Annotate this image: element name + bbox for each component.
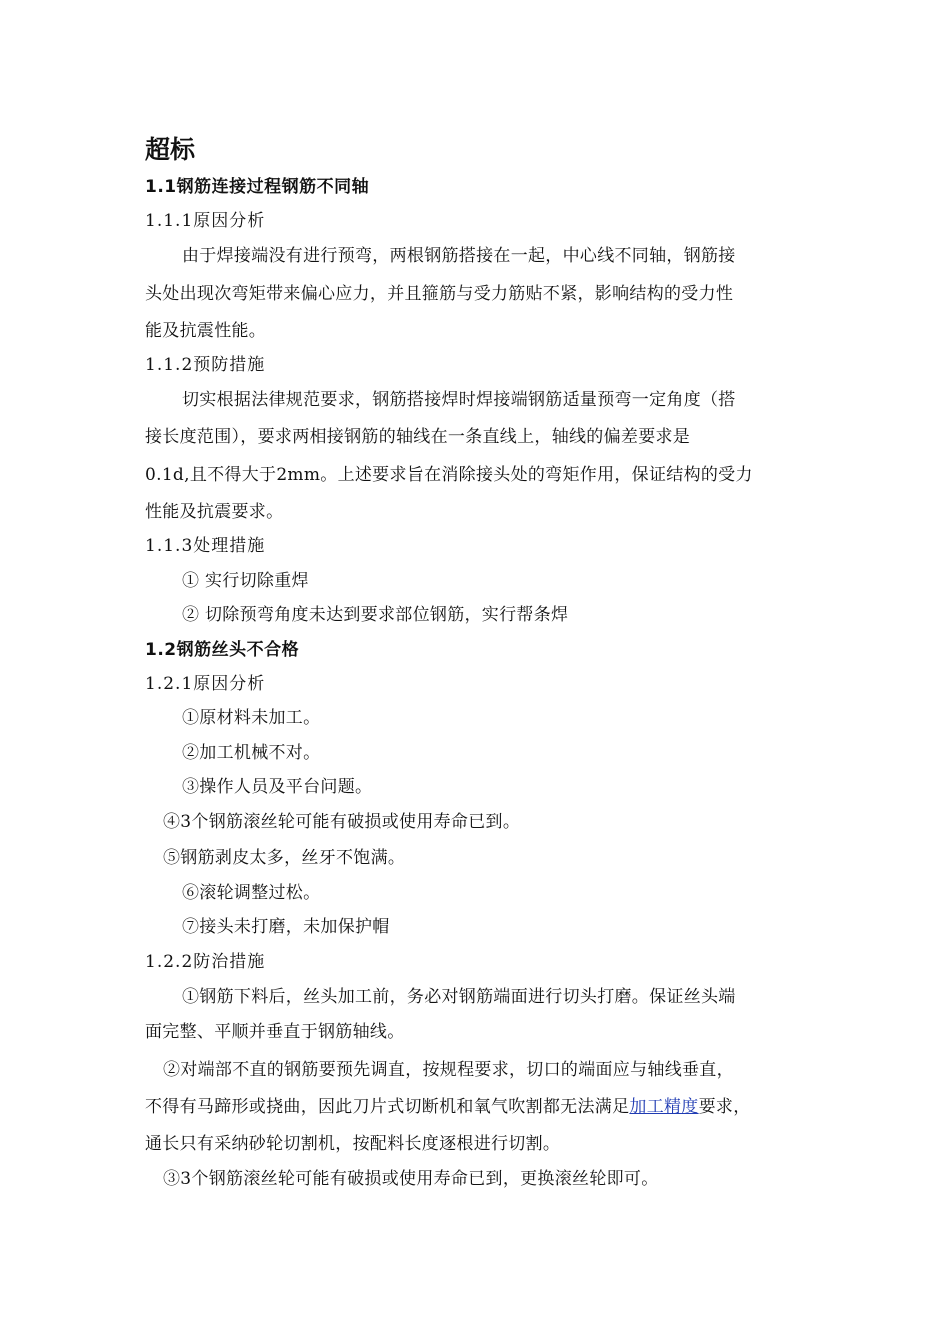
subsection-heading-1-2-1: 1.2.1原因分析 xyxy=(145,674,266,694)
paragraph-line: 由于焊接端没有进行预弯，两根钢筋搭接在一起，中心线不同轴，钢筋接 xyxy=(182,246,736,266)
list-item: ⑦接头未打磨，未加保护帽 xyxy=(182,917,390,937)
subsection-heading-1-2-2: 1.2.2防治措施 xyxy=(145,952,266,972)
text-run: 要求， xyxy=(698,1097,751,1117)
subsection-heading-1-1-2: 1.1.2预防措施 xyxy=(145,355,266,375)
paragraph-line: 0.1d,且不得大于2mm。上述要求旨在消除接头处的弯矩作用，保证结构的受力 xyxy=(145,465,753,485)
subsection-heading-1-1-1: 1.1.1原因分析 xyxy=(145,211,266,231)
list-item: ④3个钢筋滚丝轮可能有破损或使用寿命已到。 xyxy=(163,812,521,832)
document-title: 超标 xyxy=(145,135,196,164)
list-item: ⑤钢筋剥皮太多，丝牙不饱满。 xyxy=(163,848,406,868)
list-item: ⑥滚轮调整过松。 xyxy=(182,883,321,903)
paragraph-line: 性能及抗震要求。 xyxy=(145,502,284,522)
paragraph-line: 通长只有采纳砂轮切割机，按配料长度逐根进行切割。 xyxy=(145,1134,561,1154)
list-item: ① 实行切除重焊 xyxy=(182,571,309,591)
list-item: ③操作人员及平台问题。 xyxy=(182,777,373,797)
subsection-heading-1-1-3: 1.1.3处理措施 xyxy=(145,536,266,556)
list-item: ② 切除预弯角度未达到要求部位钢筋，实行帮条焊 xyxy=(182,605,569,625)
paragraph-line: 面完整、平顺并垂直于钢筋轴线。 xyxy=(145,1022,405,1042)
paragraph-line: ①钢筋下料后，丝头加工前，务必对钢筋端面进行切头打磨。保证丝头端 xyxy=(182,987,736,1007)
paragraph-line: ②对端部不直的钢筋要预先调直，按规程要求，切口的端面应与轴线垂直， xyxy=(163,1060,734,1080)
section-heading-1-1: 1.1钢筋连接过程钢筋不同轴 xyxy=(145,177,370,197)
section-heading-1-2: 1.2钢筋丝头不合格 xyxy=(145,640,300,660)
paragraph-line: 接长度范围），要求两相接钢筋的轴线在一条直线上，轴线的偏差要求是 xyxy=(145,427,691,447)
paragraph-line: 切实根据法律规范要求，钢筋搭接焊时焊接端钢筋适量预弯一定角度（搭 xyxy=(182,390,736,410)
list-item: ②加工机械不对。 xyxy=(182,743,321,763)
list-item: ①原材料未加工。 xyxy=(182,708,321,728)
paragraph-line: ③3个钢筋滚丝轮可能有破损或使用寿命已到，更换滚丝轮即可。 xyxy=(163,1169,659,1189)
paragraph-line xyxy=(145,1096,751,1118)
processing-precision-link[interactable]: 加工精度 xyxy=(629,1097,699,1117)
paragraph-line: 能及抗震性能。 xyxy=(145,321,267,341)
text-run: 不得有马蹄形或挠曲，因此刀片式切断机和氧气吹割都无法满足 xyxy=(145,1097,630,1117)
paragraph-line: 头处出现次弯矩带来偏心应力，并且箍筋与受力筋贴不紧，影响结构的受力性 xyxy=(145,284,734,304)
